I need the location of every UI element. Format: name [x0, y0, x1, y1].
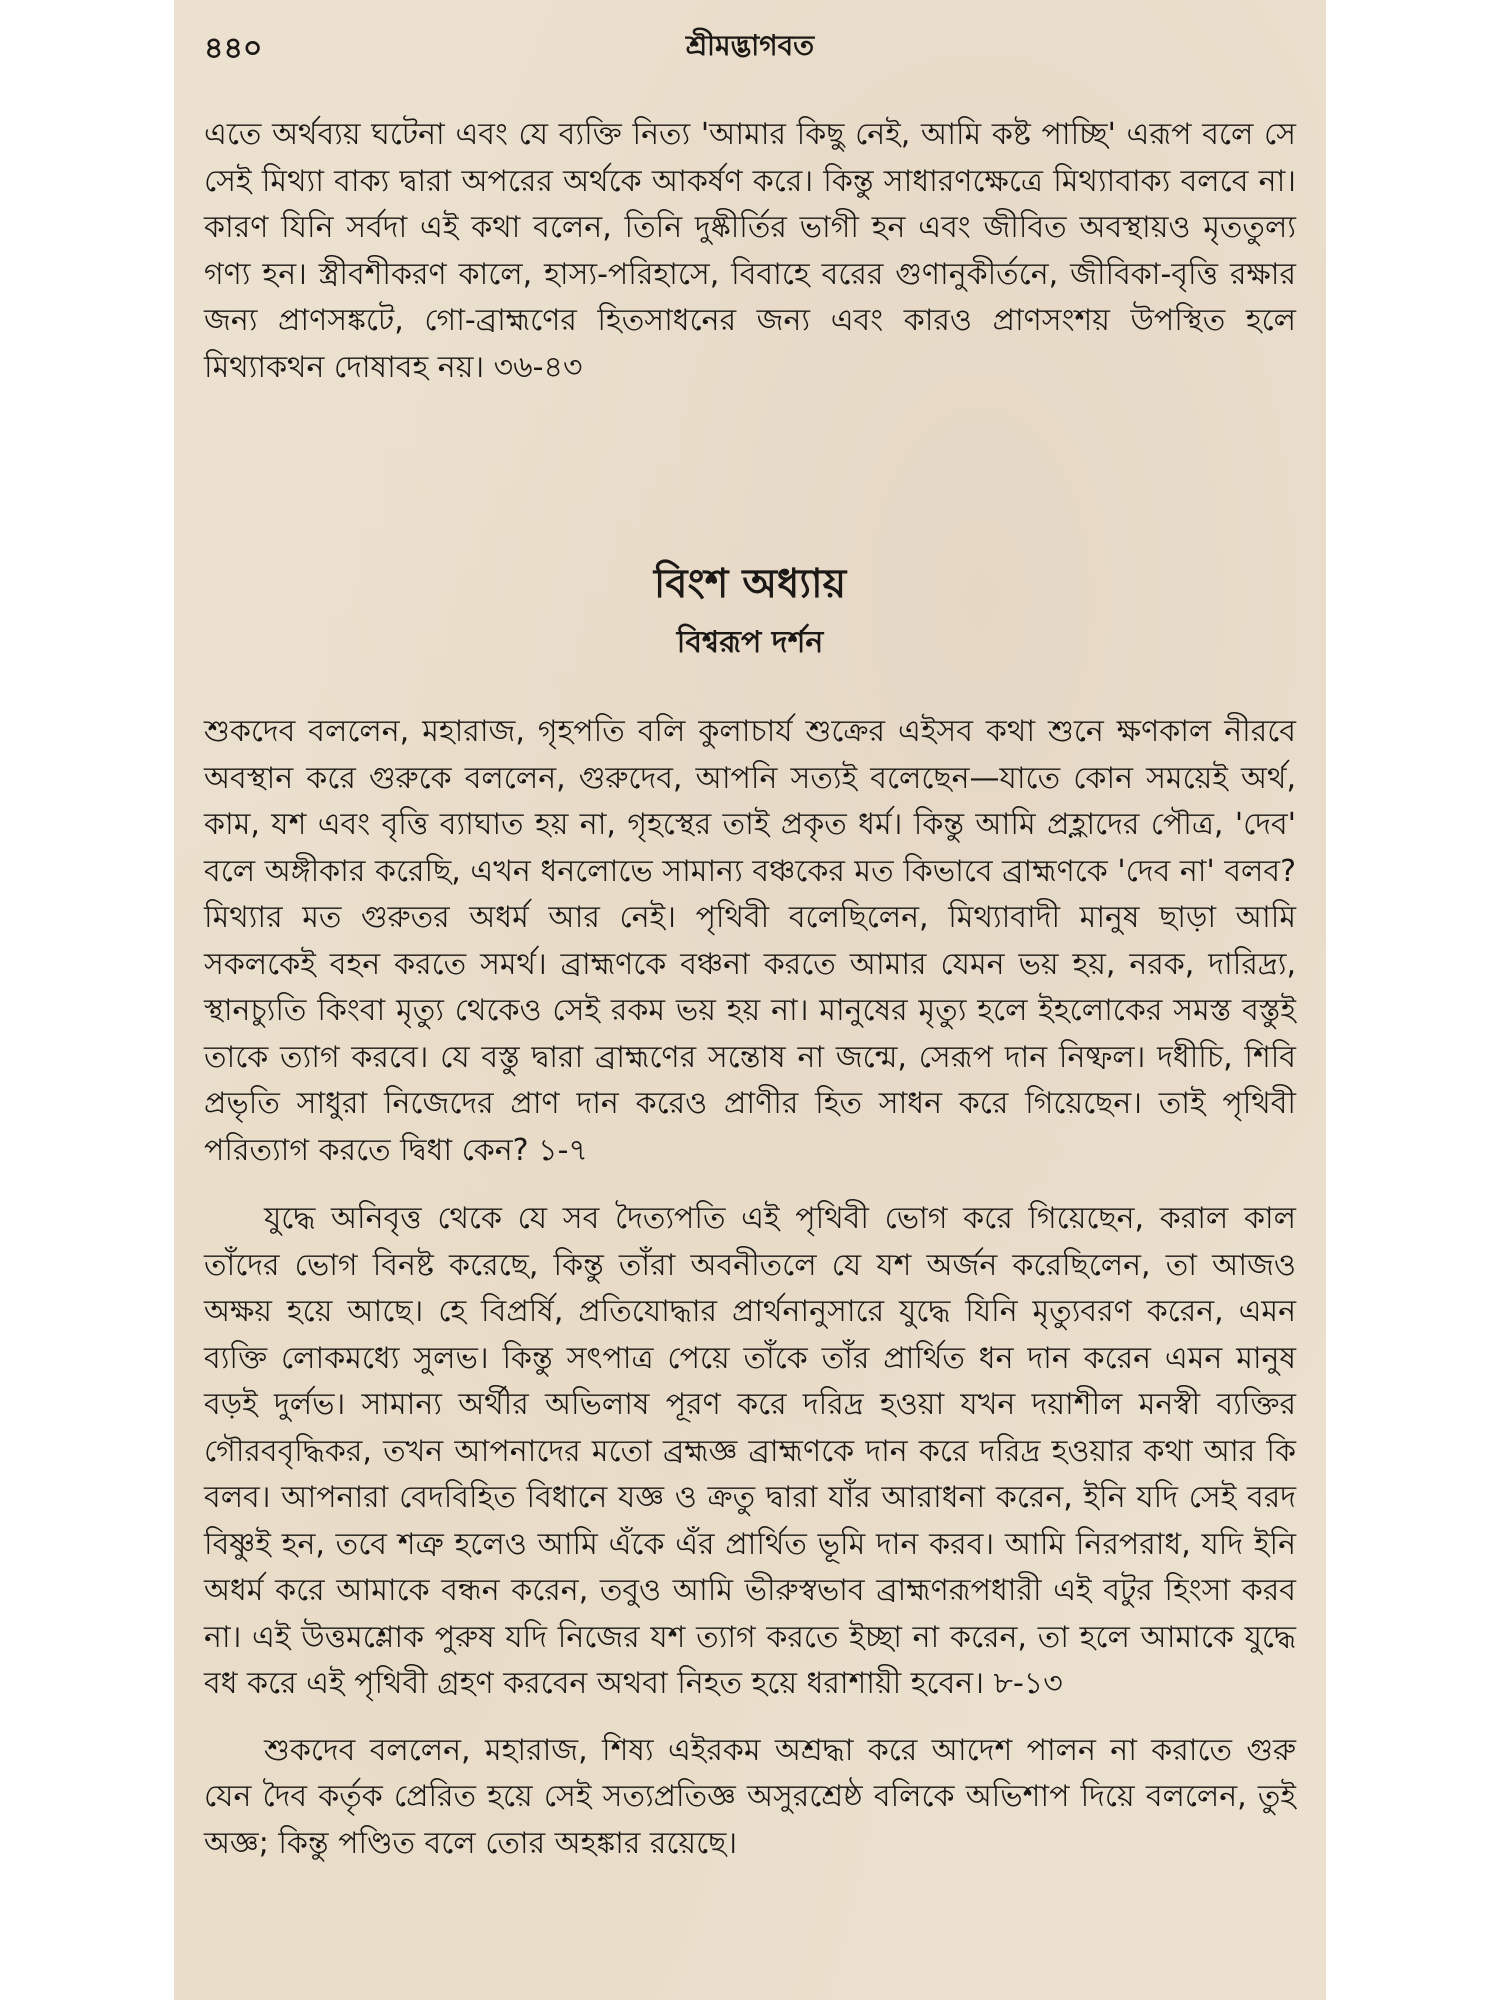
chapter-title: বিংশ অধ্যায় — [653, 561, 847, 607]
running-head — [204, 0, 1296, 72]
paragraph-verses-1-7: শুকদেব বললেন, মহারাজ, গৃহপতি বলি কুলাচার্য শুক্রের এইসব কথা শুনে ক্ষণকাল নীরবে অবস্থান করে গুরুকে বললেন, গুরুদেব, আপনি সত্যই বলেছেন—যাতে কোন সময়েই অর্থ, কাম, যশ এবং বৃত্তি ব্যাঘাত হয় না, গৃহস্থের তাই প্রকৃত ধর্ম। কিন্তু আমি প্রহ্লাদের পৌত্র, 'দেব' বলে অঙ্গীকার করেছি, এখন ধনলোভে সামান্য বঞ্চকের মত কিভাবে ব্রাহ্মণকে 'দেব না' বলব? মিথ্যার মত গুরুতর অধর্ম আর নেই। পৃথিবী বলেছিলেন, মিথ্যাবাদী মানুষ ছাড়া আমি সকলকেই বহন করতে সমর্থ। ব্রাহ্মণকে বঞ্চনা করতে আমার যেমন ভয় হয়, নরক, দারিদ্র্য, স্থানচ্যুতি কিংবা মৃত্যু থেকেও সেই রকম ভয় হয় না। মানুষের মৃত্যু হলে ইহলোকের সমস্ত বস্তুই তাকে ত্যাগ করবে। যে বস্তু দ্বারা ব্রাহ্মণের সন্তোষ না জন্মে, সেরূপ দান নিষ্ফল। দধীচি, শিবি প্রভৃতি সাধুরা নিজেদের প্রাণ দান করেও প্রাণীর হিত সাধন করে গিয়েছেন। তাই পৃথিবী পরিত্যাগ করতে দ্বিধা কেন? ১-৭ — [204, 714, 1296, 1168]
paragraph-verses-8-13: যুদ্ধে অনিবৃত্ত থেকে যে সব দৈত্যপতি এই পৃথিবী ভোগ করে গিয়েছেন, করাল কাল তাঁদের ভোগ বিনষ্ট করেছে, কিন্তু তাঁরা অবনীতলে যে যশ অর্জন করেছিলেন, তা আজও অক্ষয় হয়ে আছে। হে বিপ্রর্ষি, প্রতিযোদ্ধার প্রার্থনানুসারে যুদ্ধে যিনি মৃত্যুবরণ করেন, এমন ব্যক্তি লোকমধ্যে সুলভ। কিন্তু সৎপাত্র পেয়ে তাঁকে তাঁর প্রার্থিত ধন দান করেন এমন মানুষ বড়ই দুর্লভ। সামান্য অর্থীর অভিলাষ পূরণ করে দরিদ্র হওয়া যখন দয়াশীল মনস্বী ব্যক্তির গৌরববৃদ্ধিকর, তখন আপনাদের মতো ব্রহ্মজ্ঞ ব্রাহ্মণকে দান করে দরিদ্র হওয়ার কথা আর কি বলব। আপনারা বেদবিহিত বিধানে যজ্ঞ ও ক্রতু দ্বারা যাঁর আরাধনা করেন, ইনি যদি সেই বরদ বিষ্ণুই হন, তবে শত্রু হলেও আমি এঁকে এঁর প্রার্থিত ভূমি দান করব। আমি নিরপরাধ, যদি ইনি অধর্ম করে আমাকে বন্ধন করেন, তবুও আমি ভীরুস্বভাব ব্রাহ্মণরূপধারী এই বটুর হিংসা করব না। এই উত্তমশ্লোক পুরুষ যদি নিজের যশ ত্যাগ করতে ইচ্ছা না করেন, তা হলে আমাকে যুদ্ধে বধ করে এই পৃথিবী গ্রহণ করবেন অথবা নিহত হয়ে ধরাশায়ী হবেন। ৮-১৩ — [204, 1201, 1296, 1701]
chapter-subtitle: বিশ্বরূপ দর্শন — [676, 625, 824, 660]
book-title: শ্রীমদ্ভাগবত — [685, 29, 815, 62]
paragraph-curse: শুকদেব বললেন, মহারাজ, শিষ্য এইরকম অশ্রদ্ধা করে আদেশ পালন না করাতে গুরু যেন দৈব কর্তৃক প্রেরিত হয়ে সেই সত্যপ্রতিজ্ঞ অসুরশ্রেষ্ঠ বলিকে অভিশাপ দিয়ে বললেন, তুই অজ্ঞ; কিন্তু পণ্ডিত বলে তোর অহঙ্কার রয়েছে। — [204, 1732, 1296, 1861]
book-page — [174, 0, 1326, 2000]
paragraph-verses-36-43: এতে অর্থব্যয় ঘটেনা এবং যে ব্যক্তি নিত্য 'আমার কিছু নেই, আমি কষ্ট পাচ্ছি' এরূপ বলে সে সেই মিথ্যা বাক্য দ্বারা অপরের অর্থকে আকর্ষণ করে। কিন্তু সাধারণক্ষেত্রে মিথ্যাবাক্য বলবে না। কারণ যিনি সর্বদা এই কথা বলেন, তিনি দুষ্কীর্তির ভাগী হন এবং জীবিত অবস্থায়ও মৃততুল্য গণ্য হন। স্ত্রীবশীকরণ কালে, হাস্য-পরিহাসে, বিবাহে বরের গুণানুকীর্তনে, জীবিকা-বৃত্তি রক্ষার জন্য প্রাণসঙ্কটে, গো-ব্রাহ্মণের হিতসাধনের জন্য এবং কারও প্রাণসংশয় উপস্থিত হলে মিথ্যাকথন দোষাবহ নয়। ৩৬-৪৩ — [204, 117, 1296, 385]
page-number: ৪৪০ — [204, 31, 263, 66]
